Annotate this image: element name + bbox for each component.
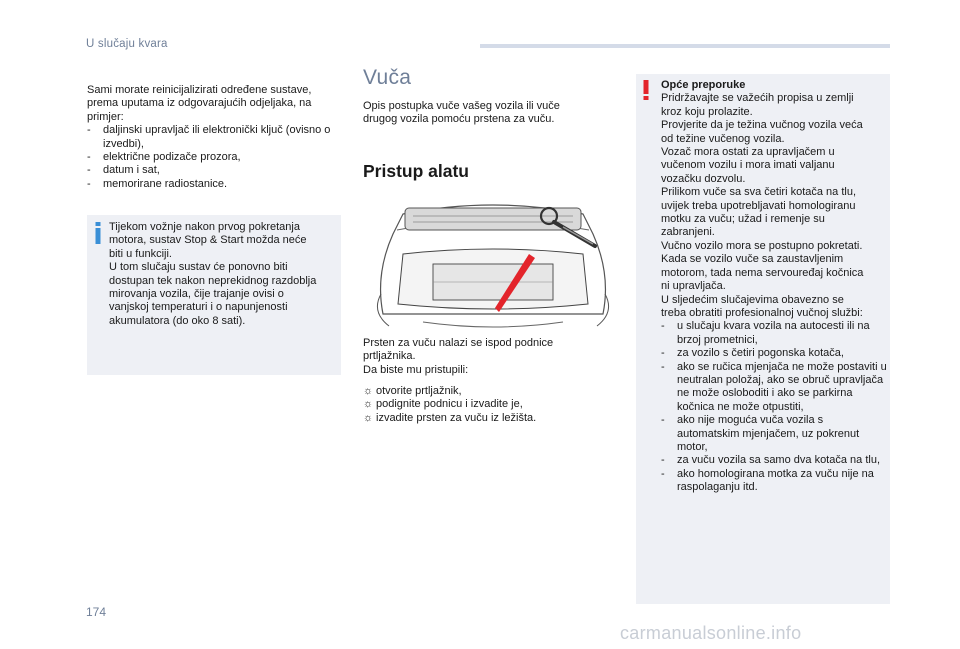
page-heading: Vuča <box>363 66 412 89</box>
warning-case-dash: - <box>661 347 665 360</box>
access-steps <box>363 385 593 425</box>
info-line: akumulatora (do oko 8 sati). <box>109 314 246 327</box>
warning-line: kroz koju prolazite. <box>661 105 753 118</box>
warning-cases <box>661 320 887 494</box>
info-line: dostupan tek nakon neprekidnog razdoblja <box>109 274 317 287</box>
warning-case-text: za vozilo s četiri pogonska kotača, <box>677 347 844 360</box>
reinit-item <box>87 151 343 164</box>
reinit-item <box>87 124 343 151</box>
info-line: vanjskoj temperaturi i o napunjenosti <box>109 301 288 314</box>
trunk-illustration <box>363 194 623 332</box>
warning-line: treba obratiti profesionalnoj vučnoj službi: <box>661 306 863 319</box>
warning-case-text: u slučaju kvara vozila na autocesti ili na brzoj prometnici, <box>677 320 870 346</box>
header-rule <box>480 44 890 48</box>
warning-case-dash: - <box>661 414 665 427</box>
left-column <box>87 84 343 191</box>
reinit-item-text: električne podizače prozora, <box>103 151 241 164</box>
warning-line: Prilikom vuče sa sva četiri kotača na tlu, <box>661 186 857 199</box>
warning-line: Provjerite da je težina vučnog vozila veća <box>661 119 863 132</box>
step-text: izvadite prsten za vuču iz ležišta. <box>376 411 537 424</box>
warning-line: od težine vučenog vozila. <box>661 132 785 145</box>
warning-case <box>661 454 887 467</box>
page-number: 174 <box>86 605 107 619</box>
warning-case <box>661 468 887 495</box>
access-step <box>363 412 593 425</box>
warning-line: Pridržavajte se važećih propisa u zemlji <box>661 92 854 105</box>
warning-line: vozačku dozvolu. <box>661 172 746 185</box>
warning-icon <box>642 80 650 100</box>
warning-case-dash: - <box>661 454 665 467</box>
warning-case-dash: - <box>661 360 665 373</box>
warning-case <box>661 361 887 415</box>
warning-line: uvijek treba upotrebljavati homologiranu <box>661 199 856 212</box>
section-title: U slučaju kvara <box>86 38 168 50</box>
ring-location-text <box>363 337 593 377</box>
warning-line: ni upravljača. <box>661 280 726 293</box>
watermark: carmanualsonline.info <box>620 623 802 643</box>
warning-line: motorom, tada nema servouređaj kočnica <box>661 266 864 279</box>
step-bullet-icon: ☼ <box>363 385 374 397</box>
warning-line: zabranjeni. <box>661 226 715 239</box>
warning-title: Opće preporuke <box>661 79 746 91</box>
warning-line: Vučno vozilo mora se postupno pokretati. <box>661 239 863 252</box>
info-line: U tom slučaju sustav će ponovno biti <box>109 261 288 274</box>
reinit-item-dash: - <box>87 164 91 177</box>
warning-case <box>661 347 887 360</box>
reinit-item-dash: - <box>87 124 91 137</box>
warning-line: Kada se vozilo vuče sa zaustavljenim <box>661 253 844 266</box>
reinit-item-dash: - <box>87 151 91 164</box>
step-text: otvorite prtljažnik, <box>376 385 462 397</box>
reinit-item-text: memorirane radiostanice. <box>103 177 228 190</box>
warning-line: motku za vuču; užad i remenje su <box>661 213 825 226</box>
info-line: biti u funkciji. <box>109 247 172 260</box>
step-text: podignite podnicu i izvadite je, <box>376 398 523 411</box>
warning-case-text: ako nije moguća vuča vozila s automatskim mjenjačem, uz pokrenut motor, <box>677 414 860 453</box>
ring-location: Prsten za vuču nalazi se ispod podnice prtljažnika. <box>363 337 554 363</box>
info-icon <box>94 222 102 244</box>
subheading: Pristup alatu <box>363 161 469 181</box>
reinit-item-dash: - <box>87 177 91 190</box>
info-line: mirovanja vozila, čije trajanje ovisi o <box>109 288 284 301</box>
warning-line: vučenom vozilu i mora imati valjanu <box>661 159 835 172</box>
warning-line: Vozač mora ostati za upravljačem u <box>661 146 835 159</box>
reinit-item <box>87 164 343 177</box>
step-bullet-icon: ☼ <box>363 398 374 411</box>
warning-case-text: ako homologirana motka za vuču nije na raspolaganju itd. <box>677 467 874 494</box>
warning-case-dash: - <box>661 320 665 333</box>
reinit-item <box>87 178 343 191</box>
warning-case-dash: - <box>661 467 665 480</box>
access-step <box>363 385 593 398</box>
warning-text <box>661 79 887 495</box>
info-line: Tijekom vožnje nakon prvog pokretanja <box>109 221 300 233</box>
warning-case <box>661 320 887 347</box>
intro-text: Sami morate reinicijalizirati određene sustave, prema uputama iz odgovarajućih odjeljaka, na primjer: <box>87 84 312 123</box>
warning-case <box>661 414 887 454</box>
vuca-description: Opis postupka vuče vašeg vozila ili vuče drugog vozila pomoću prstena za vuču. <box>363 100 560 126</box>
warning-lines <box>661 92 887 320</box>
access-intro: Da biste mu pristupili: <box>363 363 469 376</box>
step-bullet-icon: ☼ <box>363 411 374 424</box>
info-line: motora, sustav Stop & Start možda neće <box>109 234 307 247</box>
access-step <box>363 398 593 411</box>
info-text <box>109 221 339 328</box>
reinit-item-text: daljinski upravljač ili elektronički ključ (ovisno o izvedbi), <box>103 124 331 150</box>
warning-line: U sljedećim slučajevima obavezno se <box>661 293 844 306</box>
reinit-list <box>87 124 343 191</box>
reinit-item-text: datum i sat, <box>103 164 160 177</box>
warning-case-text: za vuču vozila sa samo dva kotača na tlu, <box>677 454 880 467</box>
warning-case-text: ako se ručica mjenjača ne može postaviti u neutralan položaj, ako se obruč upravljača ne može osloboditi i ako se parkirna kočnica ne može otpustiti, <box>677 360 887 413</box>
